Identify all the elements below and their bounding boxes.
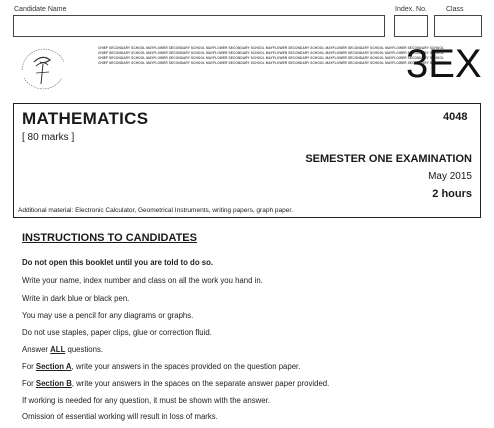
exam-date: May 2015: [428, 171, 472, 182]
instruction-line: You may use a pencil for any diagrams or graphs.: [22, 311, 194, 320]
instruction-line: Do not open this booklet until you are told to do so.: [22, 258, 214, 267]
index-no-label: Index. No.: [395, 6, 427, 13]
paper-number: 4048: [443, 111, 468, 123]
instructions-heading: INSTRUCTIONS TO CANDIDATES: [22, 232, 197, 244]
instruction-line: Write in dark blue or black pen.: [22, 294, 130, 303]
school-name-band: CHIEF SECONDARY SCHOOL MAYFLOWER SECONDARY SCHOOL MAYFLOWER SECONDARY SCHOOL MAYFLOWER SECONDARY SCHOOL MAYFLOWER SECONDARY SCHOOL MAYFLOWER SECONDARY SCHOOL CHIEF SECONDARY SCHOOL MAYFLOWER SECONDARY SCHOOL MAYFLOWER SECONDARY SCHOOL MAYFLOWER SECONDARY SCHOOL MAYFLOWER SECONDARY SCHOOL MAYFLOWER SECONDARY SCHOOL CHIEF SECONDARY SCHOOL MAYFLOWER SECONDARY SCHOOL MAYFLOWER SECONDARY SCHOOL MAYFLOWER SECONDARY SCHOOL MAYFLOWER SECONDARY SCHOOL MAYFLOWER SECONDARY SCHOOL CHIEF SECONDARY SCHOOL MAYFLOWER SECONDARY SCHOOL MAYFLOWER SECONDARY SCHOOL MAYFLOWER SECONDARY SCHOOL MAYFLOWER SECONDARY SCHOOL MAYFLOWER SECONDARY SCHOOL: [98, 46, 444, 65]
instruction-line: Answer ALL questions.: [22, 345, 104, 354]
class-label: Class: [446, 6, 464, 13]
instruction-line: If working is needed for any question, it must be shown with the answer.: [22, 396, 270, 405]
class-code: 3EX: [406, 42, 482, 86]
index-no-field[interactable]: [394, 15, 428, 37]
candidate-name-label: Candidate Name: [14, 6, 67, 13]
school-crest-logo: [14, 40, 72, 95]
subject-title: MATHEMATICS: [22, 109, 149, 128]
instruction-line: For Section A, write your answers in the spaces provided on the question paper.: [22, 362, 301, 371]
class-field[interactable]: [434, 15, 482, 37]
exam-duration: 2 hours: [432, 188, 472, 200]
instruction-line: For Section B, write your answers in the spaces on the separate answer paper provided.: [22, 379, 330, 388]
instruction-line: Omission of essential working will result in loss of marks.: [22, 412, 218, 421]
total-marks: [ 80 marks ]: [22, 132, 75, 143]
candidate-name-field[interactable]: [13, 15, 385, 37]
additional-material: Additional material: Electronic Calculator, Geometrical Instruments, writing papers, graph paper.: [18, 207, 293, 214]
instruction-line: Write your name, index number and class on all the work you hand in.: [22, 276, 263, 285]
exam-name: SEMESTER ONE EXAMINATION: [305, 153, 472, 165]
instruction-line: Do not use staples, paper clips, glue or correction fluid.: [22, 328, 212, 337]
